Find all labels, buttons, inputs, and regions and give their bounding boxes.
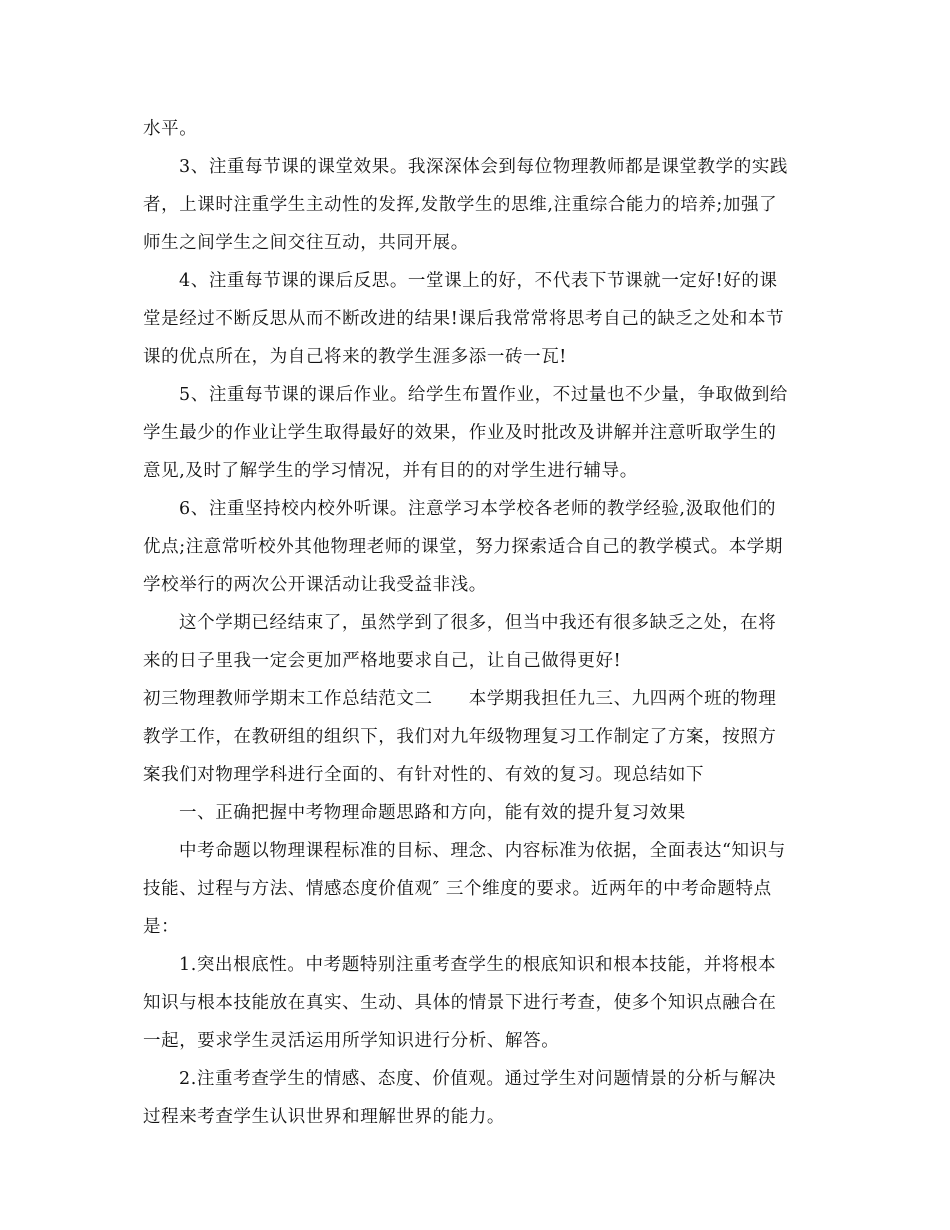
text-line: 来的日子里我一定会更加严格地要求自己，让自己做得更好! <box>143 651 622 671</box>
section-title-line: 初三物理教师学期末工作总结范文二 本学期我担任九三、九四两个班的物理 <box>143 689 777 709</box>
point-1-start: 1.突出根底性。中考题特别注重考查学生的根底知识和根本技能，并将根本 <box>179 955 777 975</box>
text-line: 一起，要求学生灵活运用所学知识进行分析、解答。 <box>143 1031 560 1051</box>
text-line: 知识与根本技能放在真实、生动、具体的情景下进行考查，使多个知识点融合在 <box>143 993 777 1013</box>
paragraph-5-start: 5、注重每节课的课后作业。给学生布置作业，不过量也不少量，争取做到给 <box>179 385 789 405</box>
text-line: 教学工作，在教研组的组织下，我们对九年级物理复习工作制定了方案，按照方 <box>143 727 777 747</box>
text-line: 课的优点所在，为自己将来的教学生涯多添一砖一瓦! <box>143 347 567 367</box>
text-line: 优点;注意常听校外其他物理老师的课堂，努力探索适合自己的教学模式。本学期 <box>143 537 783 557</box>
text-line: 案我们对物理学科进行全面的、有针对性的、有效的复习。现总结如下 <box>143 765 705 785</box>
text-line: 水平。 <box>143 119 198 139</box>
paragraph-start: 中考命题以物理课程标准的目标、理念、内容标准为依据，全面表达“知识与 <box>179 841 786 861</box>
text-line: 技能、过程与方法、情感态度价值观″ 三个维度的要求。近两年的中考命题特点 <box>143 879 772 899</box>
text-line: 是： <box>143 917 180 937</box>
paragraph-3-start: 3、注重每节课的课堂效果。我深深体会到每位物理教师都是课堂教学的实践 <box>179 157 789 177</box>
text-line: 者，上课时注重学生主动性的发挥,发散学生的思维,注重综合能力的培养;加强了 <box>143 195 778 215</box>
point-2-start: 2.注重考查学生的情感、态度、价值观。通过学生对问题情景的分析与解决 <box>179 1069 777 1089</box>
text-line: 堂是经过不断反思从而不断改进的结果!课后我常常将思考自己的缺乏之处和本节 <box>143 309 785 329</box>
closing-paragraph-start: 这个学期已经结束了，虽然学到了很多，但当中我还有很多缺乏之处，在将 <box>179 613 777 633</box>
text-line: 学生最少的作业让学生取得最好的效果，作业及时批改及讲解并注意听取学生的 <box>143 423 777 443</box>
text-line: 意见,及时了解学生的学习情况，并有目的的对学生进行辅导。 <box>143 461 638 481</box>
text-line: 过程来考查学生认识世界和理解世界的能力。 <box>143 1107 505 1127</box>
text-line: 师生之间学生之间交往互动，共同开展。 <box>143 233 469 253</box>
paragraph-6-start: 6、注重坚持校内校外听课。注意学习本学校各老师的教学经验,汲取他们的 <box>179 499 777 519</box>
text-line: 学校举行的两次公开课活动让我受益非浅。 <box>143 575 487 595</box>
paragraph-4-start: 4、注重每节课的课后反思。一堂课上的好，不代表下节课就一定好!好的课 <box>179 271 778 291</box>
heading-one: 一、正确把握中考物理命题思路和方向，能有效的提升复习效果 <box>179 803 686 823</box>
